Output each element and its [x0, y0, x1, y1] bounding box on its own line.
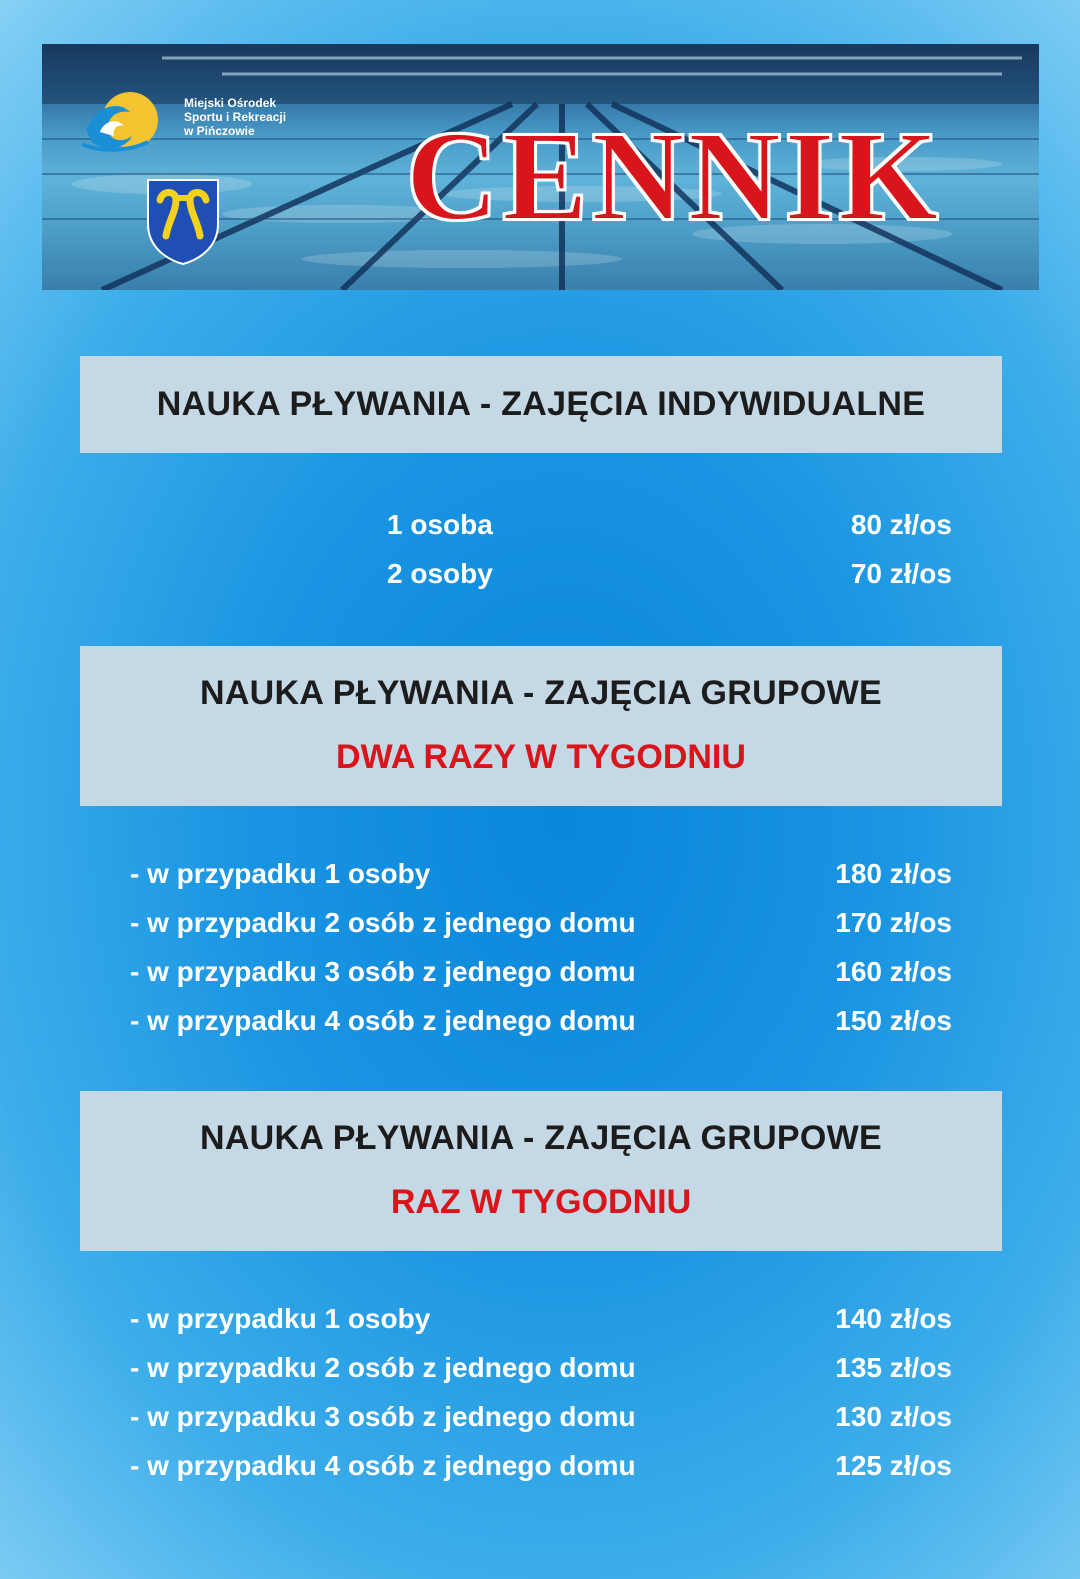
price-label: - w przypadku 3 osób z jednego domu: [130, 1401, 636, 1432]
price-value: 80 zł/os: [850, 509, 952, 540]
price-row: [0, 849, 1080, 898]
section-heading-group-once-weekly: [80, 1091, 1002, 1251]
price-value: 160 zł/os: [835, 956, 952, 987]
price-row: [0, 1294, 1080, 1343]
price-label: - w przypadku 2 osób z jednego domu: [130, 1352, 636, 1383]
page-title: CENNIK: [405, 105, 943, 247]
org-logo-icon: [78, 86, 164, 156]
price-list-group-once-weekly: [0, 1294, 1080, 1490]
price-label: - w przypadku 1 osoby: [130, 1303, 431, 1334]
price-label: 1 osoba: [387, 509, 493, 540]
price-list-group-twice-weekly: [0, 849, 1080, 1045]
price-row: [0, 500, 1080, 549]
price-value: 150 zł/os: [835, 1005, 952, 1036]
section-heading-group-twice-weekly: [80, 646, 1002, 806]
section-title: NAUKA PŁYWANIA - ZAJĘCIA INDYWIDUALNE: [156, 385, 926, 423]
price-label: 2 osoby: [387, 558, 493, 589]
price-value: 70 zł/os: [850, 558, 952, 589]
price-row: [0, 996, 1080, 1045]
price-label: - w przypadku 1 osoby: [130, 858, 431, 889]
price-value: 180 zł/os: [835, 858, 952, 889]
org-name-line: Sportu i Rekreacji: [184, 110, 287, 124]
price-row: [0, 549, 1080, 598]
section-subtitle: DWA RAZY W TYGODNIU: [336, 738, 746, 776]
org-name: [184, 96, 324, 138]
header-banner: [42, 44, 1039, 290]
section-heading-individual: [80, 356, 1002, 453]
section-title: NAUKA PŁYWANIA - ZAJĘCIA GRUPOWE: [199, 674, 883, 712]
price-label: - w przypadku 4 osób z jednego domu: [130, 1450, 636, 1481]
price-value: 140 zł/os: [835, 1303, 952, 1334]
price-label: - w przypadku 3 osób z jednego domu: [130, 956, 636, 987]
price-row: [0, 947, 1080, 996]
price-row: [0, 898, 1080, 947]
section-subtitle: RAZ W TYGODNIU: [390, 1183, 692, 1221]
price-label: - w przypadku 2 osób z jednego domu: [130, 907, 636, 938]
price-value: 170 zł/os: [835, 907, 952, 938]
coat-of-arms-icon: [146, 178, 220, 266]
price-row: [0, 1343, 1080, 1392]
price-value: 125 zł/os: [835, 1450, 952, 1481]
price-row: [0, 1392, 1080, 1441]
org-name-line: w Pińczowie: [184, 124, 255, 138]
price-value: 130 zł/os: [835, 1401, 952, 1432]
price-list-individual: [0, 500, 1080, 598]
price-label: - w przypadku 4 osób z jednego domu: [130, 1005, 636, 1036]
price-value: 135 zł/os: [835, 1352, 952, 1383]
price-row: [0, 1441, 1080, 1490]
section-title: NAUKA PŁYWANIA - ZAJĘCIA GRUPOWE: [199, 1119, 883, 1157]
org-name-line: Miejski Ośrodek: [184, 96, 277, 110]
